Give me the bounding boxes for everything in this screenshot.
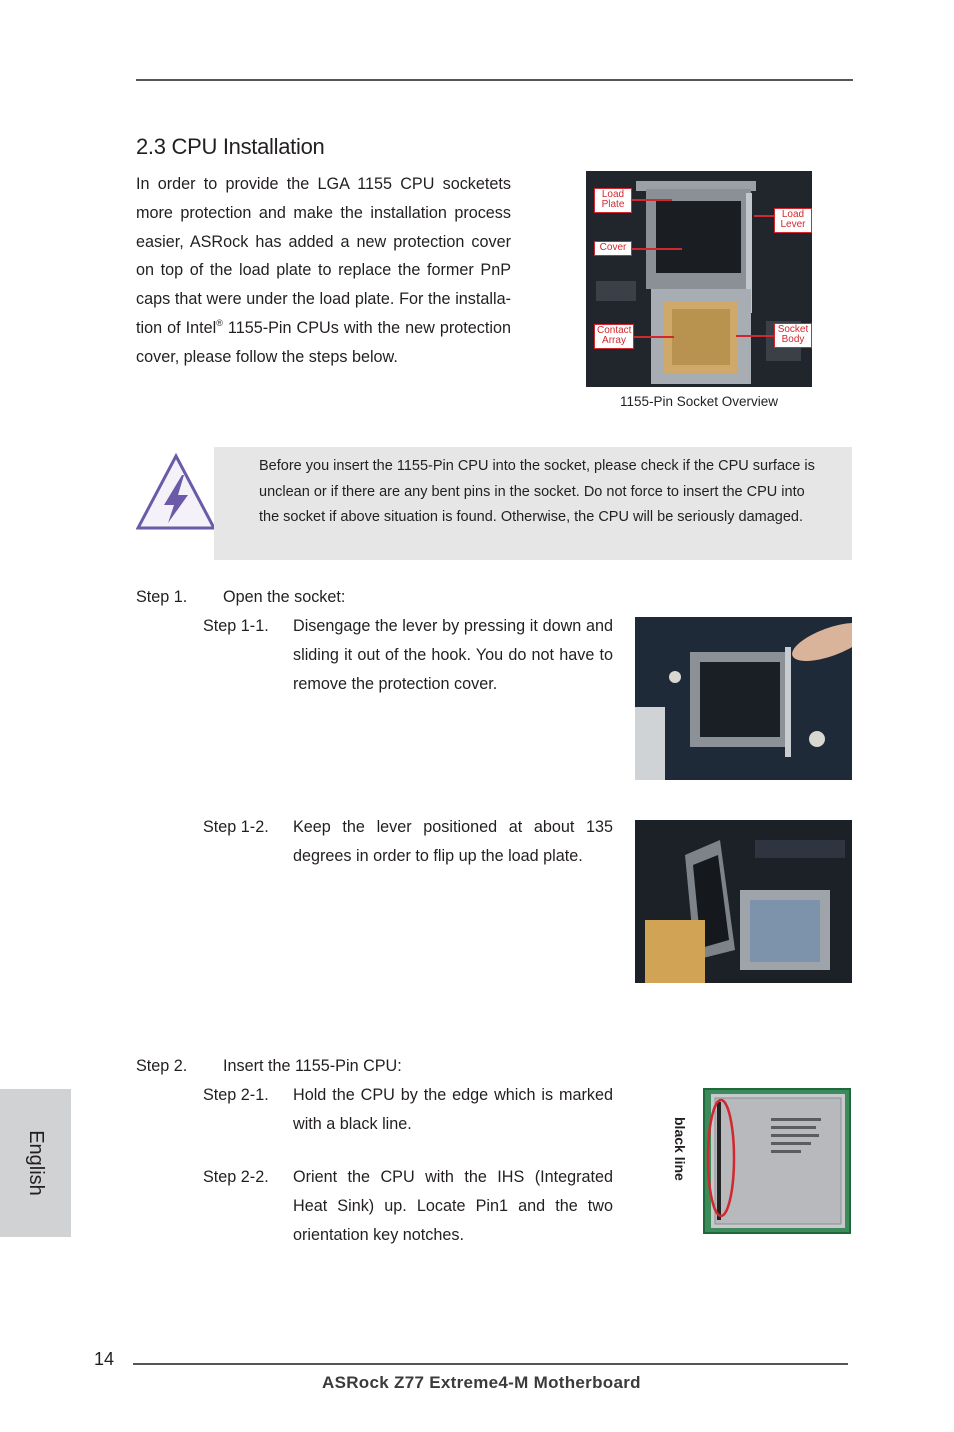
callout-line	[634, 336, 674, 338]
step2-title: Insert the 1155-Pin CPU:	[223, 1057, 402, 1075]
callout-contact-array: Contact Array	[594, 324, 634, 349]
callout-line	[632, 199, 672, 201]
step1-1-label: Step 1-1.	[203, 617, 269, 635]
section-heading: 2.3 CPU Installation	[136, 134, 325, 159]
language-tab	[0, 1089, 71, 1237]
step1-1-photo	[635, 617, 852, 780]
language-tab-label: English	[25, 1130, 47, 1196]
callout-load-plate: Load Plate	[594, 188, 632, 213]
step2-1-text: Hold the CPU by the edge which is marked with a black line.	[293, 1086, 613, 1133]
step1-2-text: Keep the lever positioned at about 135 degrees in order to flip up the load plate.	[293, 818, 613, 865]
photo-caption: 1155-Pin Socket Overview	[619, 394, 779, 409]
lever-press-illustration	[635, 617, 852, 780]
step2-label: Step 2.	[136, 1057, 188, 1075]
footer-title: ASRock Z77 Extreme4-M Motherboard	[322, 1373, 641, 1392]
warning-lightning-icon	[136, 453, 216, 531]
socket-overview-photo	[586, 171, 812, 387]
page-number: 14	[94, 1349, 115, 1369]
step2-1-label: Step 2-1.	[203, 1086, 269, 1104]
callout-load-lever: Load Lever	[774, 208, 812, 233]
step2-2-label: Step 2-2.	[203, 1168, 269, 1186]
step1-2-label: Step 1-2.	[203, 818, 269, 836]
callout-socket-body: Socket Body	[774, 323, 812, 348]
black-line-label: black line	[672, 1117, 688, 1181]
warning-text: Before you insert the 1155-Pin CPU into the socket, please check if the CPU surface is unclean or if there are any bent pins in the socket. Do not force to insert the CPU into the socket if above situation is found. Otherwise, the CPU will be seriously damaged.	[259, 458, 815, 525]
callout-line	[754, 215, 774, 217]
step2-2-text: Orient the CPU with the IHS (Integrated Heat Sink) up. Locate Pin1 and the two orientation key notches.	[293, 1168, 613, 1244]
top-rule	[136, 79, 853, 81]
cpu-photo	[703, 1088, 851, 1234]
callout-line	[736, 335, 774, 337]
step1-2-photo	[635, 820, 852, 983]
callout-line	[632, 248, 682, 250]
step1-title: Open the socket:	[223, 588, 346, 606]
warning-icon	[136, 453, 216, 531]
load-plate-illustration	[635, 820, 852, 983]
cpu-illustration	[703, 1088, 851, 1234]
step1-1-text: Disengage the lever by pressing it down and sliding it out of the hook. You do not have to remove the protection cover.	[293, 617, 613, 693]
bottom-rule	[133, 1363, 848, 1365]
intro-paragraph	[136, 170, 511, 372]
callout-cover: Cover	[594, 241, 632, 256]
intro-text-end: 1155-Pin CPUs with the new protection cover, please follow the steps below.	[136, 318, 511, 366]
intro-text: In order to provide the LGA 1155 CPU socketets more protection and make the installation process easier, ASRock has added a new protection cover on top of the load plate to replace the former PnP caps that were under the load plate. For the installation of Intel	[136, 175, 511, 337]
step1-label: Step 1.	[136, 588, 188, 606]
registered-mark: ®	[216, 317, 223, 328]
